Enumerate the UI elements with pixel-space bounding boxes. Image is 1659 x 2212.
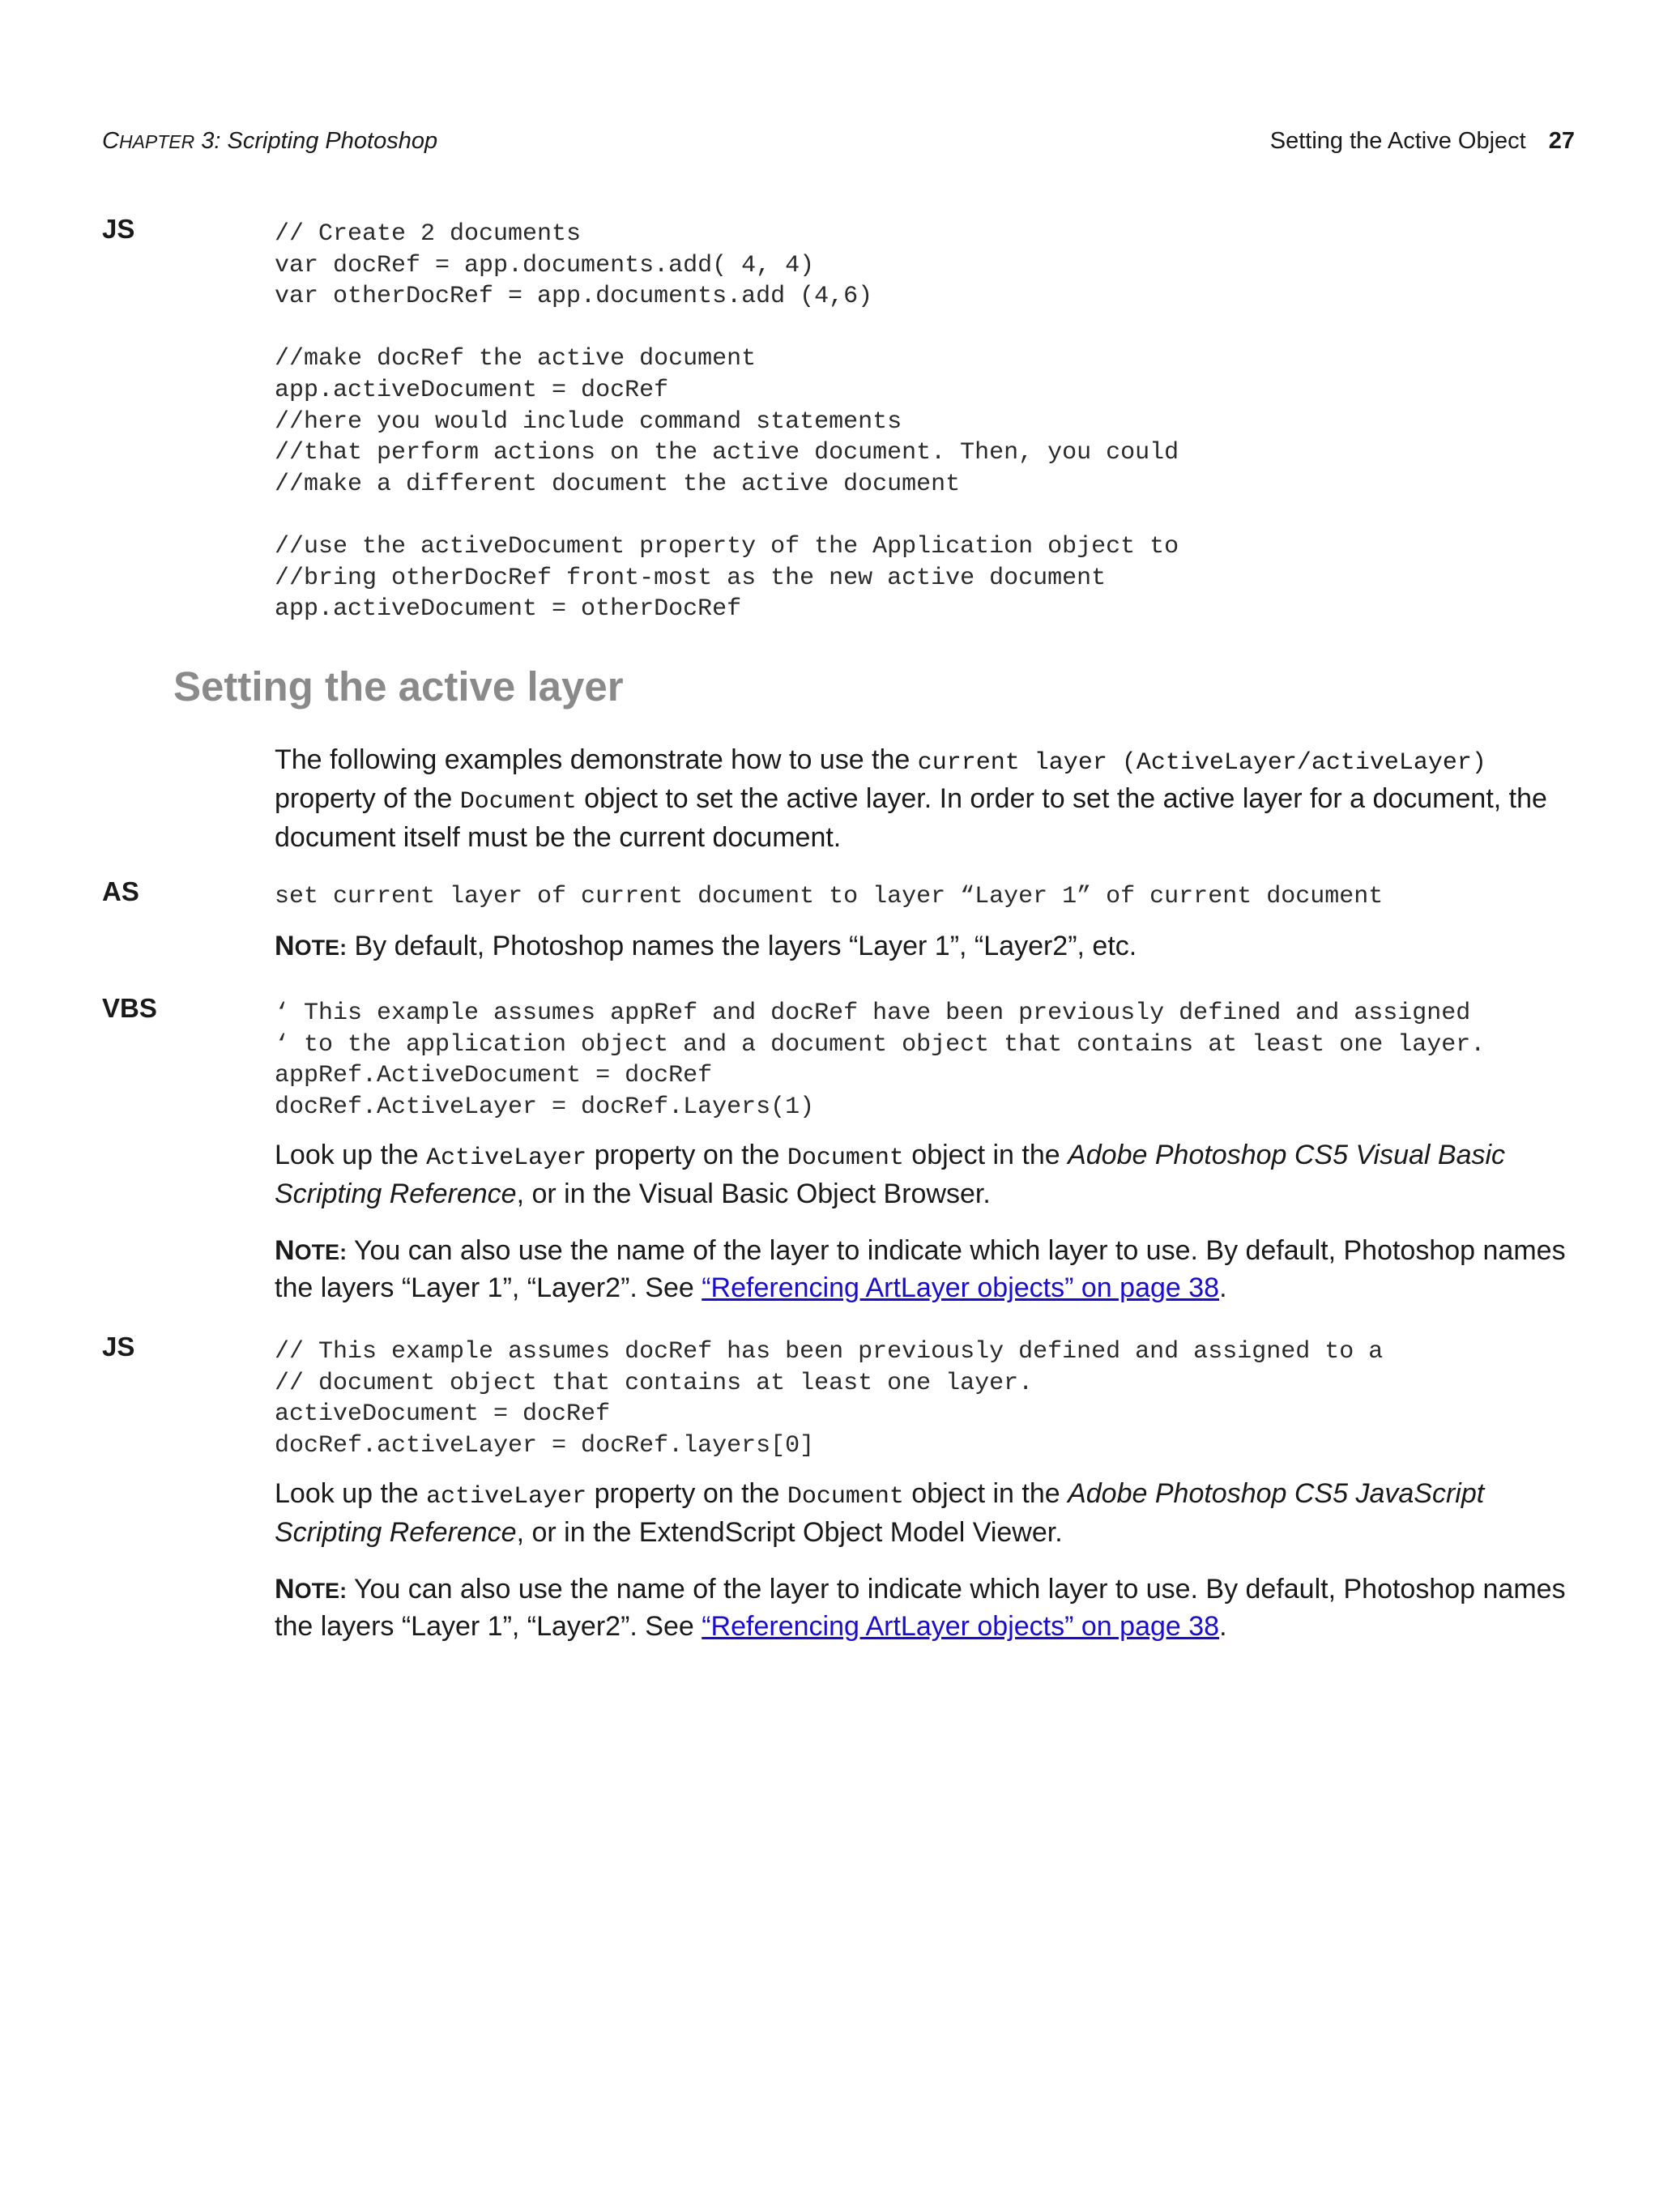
note-label: NOTE: (275, 931, 348, 961)
vbs-reference-title: Adobe Photoshop CS5 Visual Basic Scripting Reference (275, 1140, 1506, 1209)
link-referencing-artlayer[interactable]: “Referencing ArtLayer objects” on page 38 (702, 1611, 1220, 1642)
code-document-vbs: Document (787, 1144, 904, 1172)
code-current-layer: current layer (ActiveLayer/activeLayer) (917, 749, 1486, 777)
chapter-prefix-initial: C (102, 128, 119, 154)
link-referencing-artlayer[interactable]: “Referencing ArtLayer objects” on page 38 (702, 1272, 1220, 1303)
js-reference-title: Adobe Photoshop CS5 JavaScript Scripting Reference (275, 1478, 1485, 1548)
section-name: Setting the Active Object (1269, 128, 1526, 154)
code-document-js: Document (787, 1483, 904, 1511)
language-label-as: AS (102, 876, 139, 906)
running-header-section (1270, 128, 1575, 155)
code-block-js-layer: // This example assumes docRef has been previously defined and assigned to a // document object that contains at least one layer. activeDocument = docRef docRef.activeLayer = docRef.layers[0] (275, 1338, 1384, 1460)
code-block-js-documents: // Create 2 documents var docRef = app.documents.add( 4, 4) var otherDocRef = app.documents.add (4,6) //make docRef the active document app.activeDocument = docRef //here you would include command statements //that perform actions on the active document. Then, you could //make a different document the active document //use the activeDocument property of the Application object to //bring otherDocRef front-most as the new active document app.activeDocument = otherDocRef (275, 220, 1179, 624)
section-title: Setting the active layer (173, 663, 624, 710)
language-label-js: JS (102, 1332, 135, 1362)
code-block-vbs: ‘ This example assumes appRef and docRef have been previously defined and assigned ‘ to the application object and a document object that contains at least one layer. appRef.ActiveDocument = docRef docRef.ActiveLayer = docRef.Layers(1) (275, 999, 1486, 1121)
code-block-as: set current layer of current document to layer “Layer 1” of current document (275, 883, 1384, 910)
code-activelayer-vbs: ActiveLayer (426, 1144, 587, 1172)
note-layer-name-js: NOTE: You can also use the name of the layer to indicate which layer to use. By default, Photoshop names the layers “Layer 1”, “Layer2”. See “Referencing ArtLayer objects” on page 38. (275, 1574, 1566, 1642)
intro-paragraph: The following examples demonstrate how to use the current layer (ActiveLayer/activeLayer) property of the Document object to set the active layer. In order to set the active layer for a document, the document itself must be the current document. (275, 744, 1547, 853)
note-label: NOTE: (275, 1235, 348, 1266)
language-label-js: JS (102, 214, 135, 244)
code-activelayer-js: activeLayer (426, 1483, 587, 1511)
page-number: 27 (1548, 128, 1575, 154)
running-header-chapter (102, 128, 437, 155)
code-document: Document (459, 788, 577, 816)
note-default-names: NOTE: By default, Photoshop names the layers “Layer 1”, “Layer2”, etc. (275, 931, 1137, 961)
lookup-vbs-paragraph: Look up the ActiveLayer property on the Document object in the Adobe Photoshop CS5 Visual Basic Scripting Reference, or in the Visual Basic Object Browser. (275, 1140, 1506, 1209)
lookup-js-paragraph: Look up the activeLayer property on the Document object in the Adobe Photoshop CS5 JavaScript Scripting Reference, or in the ExtendScript Object Model Viewer. (275, 1478, 1485, 1548)
chapter-title: 3: Scripting Photoshop (194, 128, 438, 154)
note-layer-name-vbs: NOTE: You can also use the name of the layer to indicate which layer to use. By default, Photoshop names the layers “Layer 1”, “Layer2”. See “Referencing ArtLayer objects” on page 38. (275, 1235, 1566, 1303)
chapter-prefix-rest: HAPTER (118, 131, 195, 152)
note-label: NOTE: (275, 1574, 348, 1605)
language-label-vbs: VBS (102, 993, 157, 1023)
